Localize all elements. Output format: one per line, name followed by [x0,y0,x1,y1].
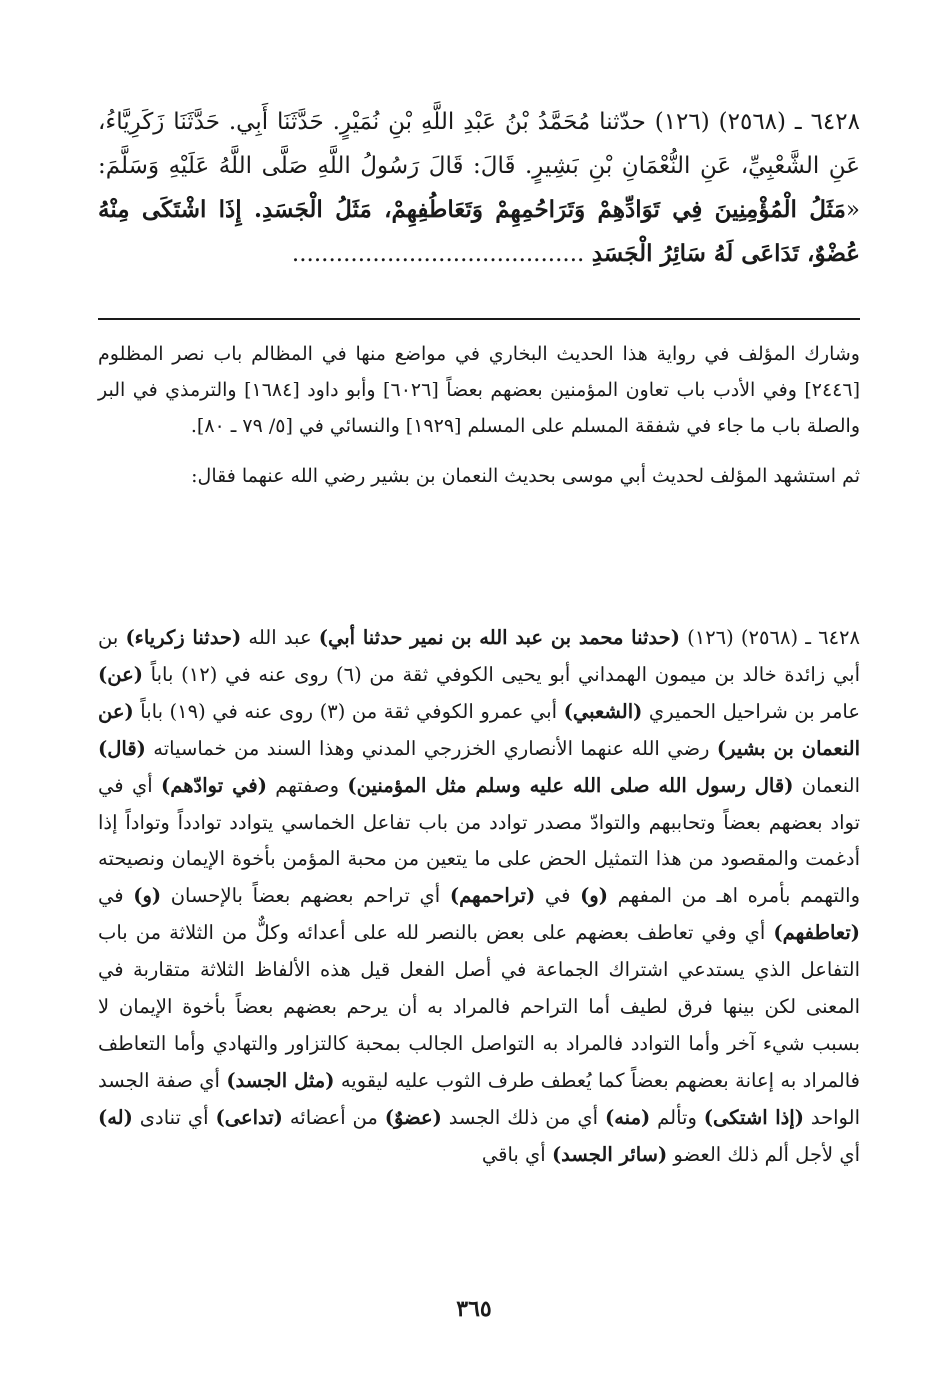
commentary-text: أي لأجل ألم ذلك العضو [667,1142,860,1166]
commentary-bold: (له) [98,1105,133,1129]
commentary-bold: (مثل الجسد) [226,1068,335,1092]
commentary-bold: (الشعبي) [563,699,643,723]
takhrij-paragraph: وشارك المؤلف في رواية هذا الحديث البخاري في مواضع منها في المظالم باب نصر المظلوم [٢٤٤٦] وفي الأدب باب تعاون المؤمنين بعضهم بعضاً [٦٠٢٦] وأبو داود [١٦٨٤] والترمذي في البر والصلة باب ما جاء في شفقة المسلم على المسلم [١٩٢٩] والنسائي في [٥/ ٧٩ ـ ٨٠]. [98,343,861,437]
hadith-matn: مَثَلُ الْمُؤْمِنِينَ فِي تَوَادِّهِمْ وَتَرَاحُمِهِمْ وَتَعَاطُفِهِمْ، مَثَلُ الْجَسَدِ. إِذَا اشْتَكَى مِنْهُ عُضْوٌ، تَدَاعَى لَهُ سَائِرُ الْجَسَدِ [98,196,860,267]
commentary-bold: (منه) [605,1105,651,1129]
commentary-text: أي في تواد بعضهم بعضاً وتحاببهم والتوادّ مصدر توادد من باب تفاعل الخماسي يتوادد توادداً وتواداً إذا أدغمت والمقصود من هذا التمثيل الحض على ما يتعين من محبة المؤمن بأخوة الإيمان ونصيحته والتهمم بأمره اهـ من المفهم [98,773,860,908]
commentary-bold: (و) [580,884,608,908]
commentary-section [98,620,860,1174]
commentary-text: بن أبي زائدة خالد بن ميمون الهمداني أبو يحيى الكوفي ثقة من (٦) روى عنه في (١٢) باباً [98,626,860,686]
commentary-text: رضي الله عنهما الأنصاري الخزرجي المدني وهذا السند من خماسياته [145,736,717,760]
commentary-text: أي تنادى [132,1105,216,1129]
commentary-bold: (عن) [98,662,143,686]
hadith-text [98,100,860,276]
commentary-text: أي من ذلك الجسد [441,1105,605,1129]
commentary-text: من أعضائه [282,1105,385,1129]
commentary-bold: (عن النعمان بن بشير) [98,699,860,760]
commentary-bold: (قال رسول الله صلى الله عليه وسلم مثل المؤمنين) [347,773,794,797]
hadith-ellipsis: ........................................ [291,241,592,267]
page-number: ٣٦٥ [456,1296,492,1322]
commentary-bold: (حدثنا محمد بن عبد الله بن نمير حدثنا أبي) [318,626,680,649]
commentary-bold: (قال) [98,736,146,760]
commentary-bold: (عضوٌ) [384,1105,442,1129]
commentary-bold: (إذا اشتكى) [703,1105,804,1129]
commentary-text: وتألم [650,1105,704,1129]
commentary-text: ٦٤٢٨ ـ (٢٥٦٨) (١٢٦) [679,626,861,649]
commentary-text: أي تراحم بعضهم بعضاً بالإحسان [161,884,450,908]
commentary-bold: (تراحمهم) [449,884,536,908]
commentary-text: عبد الله [241,626,319,649]
commentary-text: أي باقي [481,1142,552,1166]
commentary-bold: (سائر الجسد) [551,1142,668,1166]
intro-paragraph: ثم استشهد المؤلف لحديث أبي موسى بحديث النعمان بن بشير رضي الله عنهما فقال: [191,465,860,487]
hadith-chain: ٦٤٢٨ ـ (٢٥٦٨) (١٢٦) حدّثنا مُحَمَّدُ بْنُ عَبْدِ اللَّهِ بْنِ نُمَيْرٍ. حَدَّثَنَا أَبِي. حَدَّثَنَا زَكَرِيَّاءُ، عَنِ الشَّعْبِيِّ، عَنِ النُّعْمَانِ بْنِ بَشِيرٍ. قَالَ: قَالَ رَسُولُ اللَّهِ صَلَّى اللَّهُ عَلَيْهِ وَسَلَّمَ: « [98,109,860,223]
commentary-text: في [535,884,581,908]
commentary-bold: (في توادّهم) [161,773,267,797]
commentary-bold: (تداعى) [215,1105,283,1129]
hadith-section [98,100,860,276]
commentary-bold: (تعاطفهم) [773,921,860,945]
commentary-text: وصفتهم [266,773,348,797]
commentary-bold: (و) [133,884,162,908]
commentary-text: أي وفي تعاطف بعضهم على بعض بالنصر لله على أعدائه وكلٌّ من الثلاثة من باب التفاعل الذي يستدعي اشتراك الجماعة في أصل الفعل قيل هذه الألفاظ الثلاثة متقاربة في المعنى لكن بينها فرق لطيف أما التراحم فالمراد به أن يرحم بعضهم بعضاً بأخوة الإيمان لا بسبب شيء آخر وأما التوادد فالمراد به التواصل الجالب بمحبة كالتزاور والتهادي وأما التعاطف فالمراد به إعانة بعضهم بعضاً كما يُعطف طرف الثوب عليه ليقويه [98,921,861,1092]
commentary-text: أبي عمرو الكوفي ثقة من (٣) روى عنه في (١٩) باباً [133,699,564,723]
commentary-text: عامر بن شراحيل الحميري [642,699,860,723]
commentary-text: أي صفة الجسد الواحد [98,1068,860,1129]
commentary-text: في [98,884,134,908]
commentary-paragraph [98,620,860,1174]
footnote-divider [98,318,860,320]
commentary-text: النعمان [793,773,860,797]
commentary-bold: (حدثنا زكرياء) [125,626,242,649]
notes-section [98,336,860,508]
